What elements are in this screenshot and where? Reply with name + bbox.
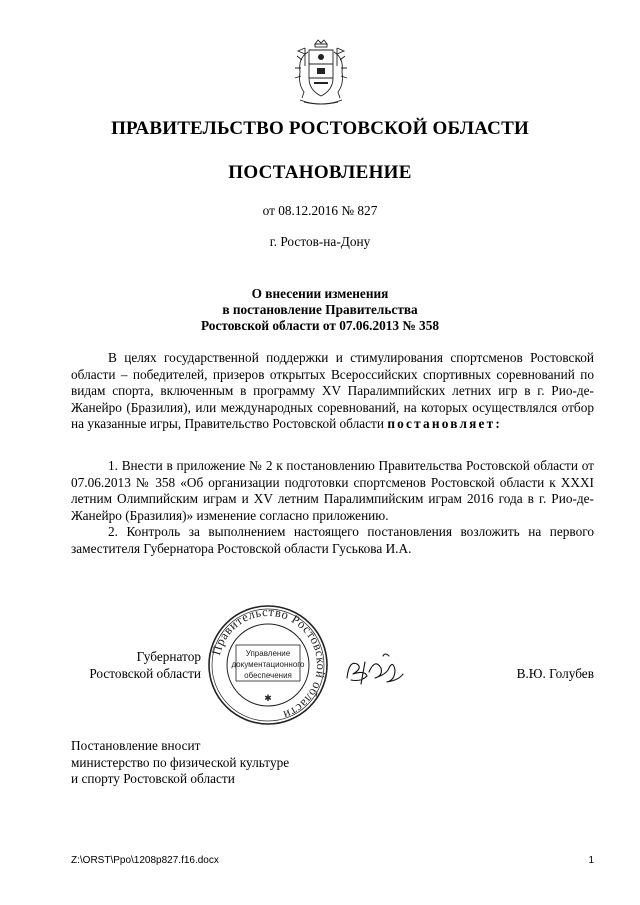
decree-word: постановляет:	[387, 416, 502, 432]
document-type-heading: ПОСТАНОВЛЕНИЕ	[228, 162, 412, 183]
preamble-paragraph	[71, 350, 594, 433]
signatory-title-line: Губернатор	[136, 649, 201, 664]
decree-items	[71, 458, 594, 558]
official-stamp	[206, 603, 330, 727]
handwritten-signature	[343, 650, 413, 690]
subject-line: О внесении изменения	[251, 286, 389, 301]
file-path: Z:\ORST\Ppo\1208p827.f16.docx	[71, 855, 219, 866]
document-subject	[0, 286, 640, 334]
preamble-text: В целях государственной поддержки и стимулирования спортсменов Ростовской области – победителей, призеров открытых Всероссийских спортивных соревнований по видам спорта, включенным в программу XV Паралимпийских летних игр в г. Рио-де-Жанейро (Бразилия), или международных соревнований, на которых осуществлялся отбор на указанные игры, Правительство Ростовской области	[71, 350, 594, 432]
stamp-inner-line: Управление	[245, 649, 291, 658]
page-number: 1	[588, 855, 594, 866]
city: г. Ростов-на-Дону	[269, 234, 371, 249]
signatory-title	[71, 648, 201, 682]
subject-line: Ростовской области от 07.06.2013 № 358	[201, 318, 439, 333]
stamp-ring-text: Правительство Ростовской области	[209, 604, 329, 723]
stamp-star-icon: ✱	[264, 693, 272, 703]
decree-item-2: 2. Контроль за выполнением настоящего постановления возложить на первого заместителя Губернатора Ростовской области Гуськова И.А.	[71, 524, 594, 556]
date-number: от 08.12.2016 № 827	[262, 203, 378, 218]
stamp-inner-line: обеспечения	[244, 671, 292, 680]
signatory-name: В.Ю. Голубев	[516, 666, 594, 681]
coat-of-arms-emblem	[292, 38, 350, 110]
introduced-by-line: Постановление вносит	[71, 738, 201, 753]
signatory-title-line: Ростовской области	[89, 666, 201, 681]
stamp-inner-line: документационного	[231, 660, 305, 669]
subject-line: в постановление Правительства	[222, 302, 418, 317]
introduced-by	[71, 738, 289, 788]
organization-heading: ПРАВИТЕЛЬСТВО РОСТОВСКОЙ ОБЛАСТИ	[111, 118, 529, 139]
introduced-by-line: и спорту Ростовской области	[71, 771, 235, 787]
introduced-by-line: министерство по физической культуре	[71, 754, 290, 770]
decree-item-1: 1. Внести в приложение № 2 к постановлению Правительства Ростовской области от 07.06.2013 № 358 «Об организации подготовки спортсменов Ростовской области к XXXI летним Олимпийским играм и XV летним Паралимпийским играм 2016 года в г. Рио-де-Жанейро (Бразилия)» изменение согласно приложению.	[71, 458, 594, 523]
